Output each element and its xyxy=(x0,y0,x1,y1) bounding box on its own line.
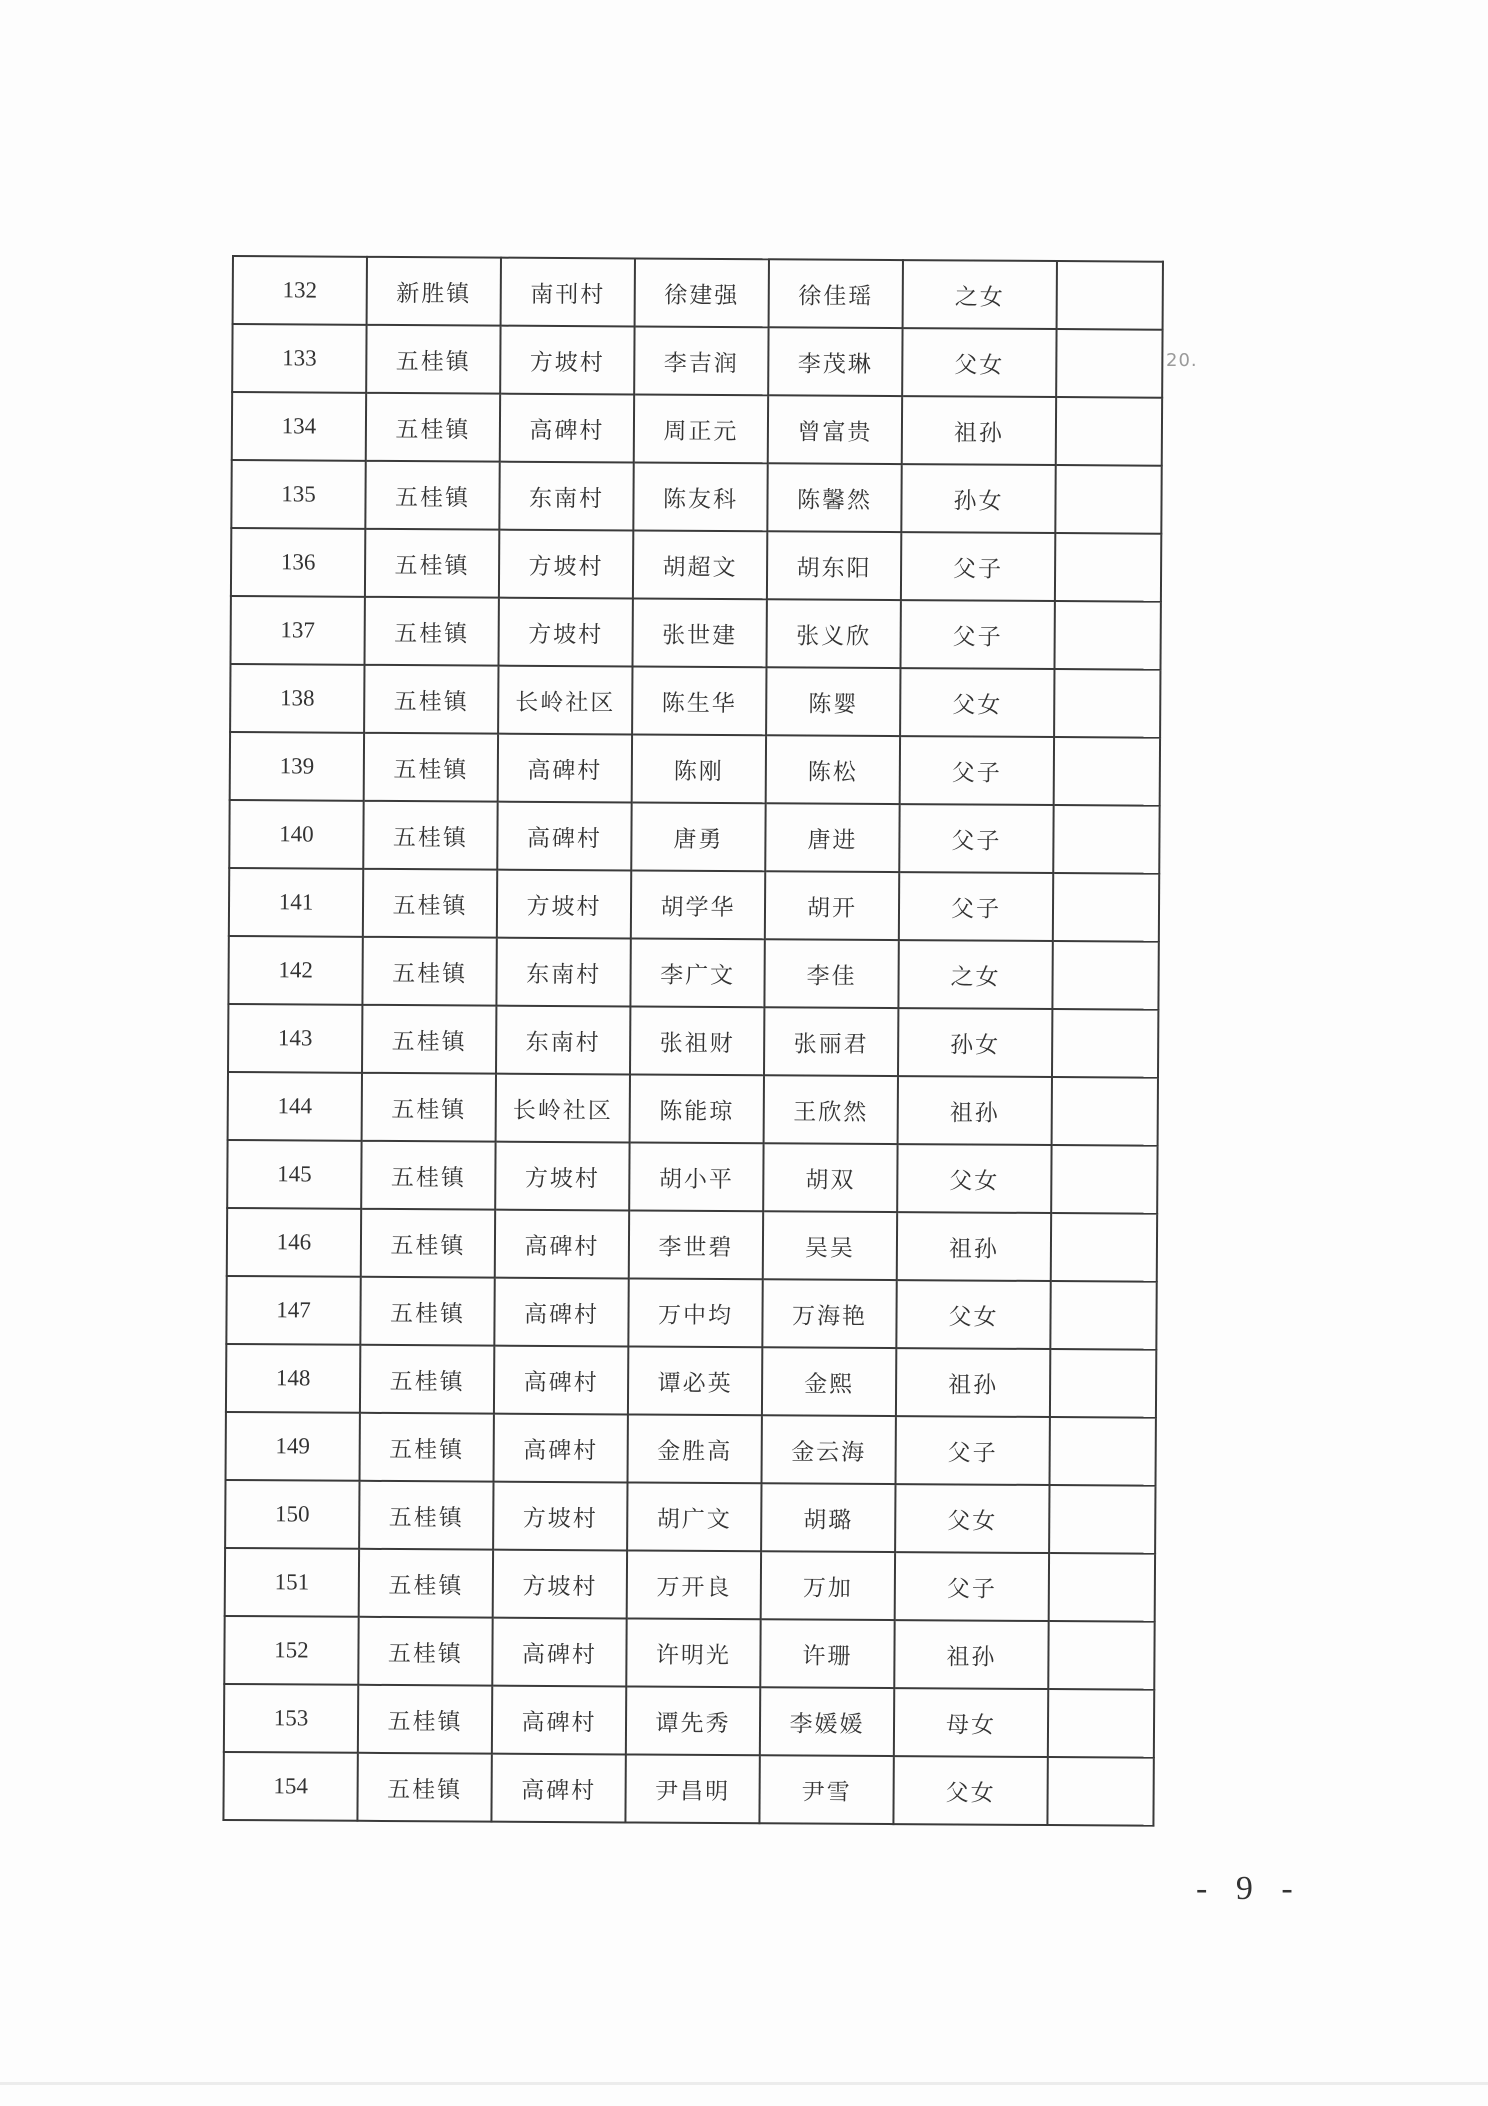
cell-note xyxy=(1049,1553,1155,1622)
cell-number: 147 xyxy=(226,1276,360,1345)
cell-village: 东南村 xyxy=(496,1006,630,1075)
cell-village: 高碑村 xyxy=(494,1346,628,1415)
table-row xyxy=(225,1548,1155,1622)
table-row xyxy=(232,324,1162,398)
cell-town: 五桂镇 xyxy=(357,1753,491,1822)
cell-village: 高碑村 xyxy=(500,394,634,463)
cell-village: 高碑村 xyxy=(491,1754,625,1823)
table-row xyxy=(233,256,1163,330)
cell-child-name: 万海艳 xyxy=(762,1279,896,1348)
cell-relation: 父女 xyxy=(897,1144,1051,1213)
cell-relation: 父女 xyxy=(895,1484,1049,1553)
cell-name: 李世碧 xyxy=(629,1210,763,1279)
roster-table-body xyxy=(223,256,1163,1826)
cell-name: 周正元 xyxy=(634,394,768,463)
table-row xyxy=(227,1208,1157,1282)
cell-town: 五桂镇 xyxy=(359,1549,493,1618)
cell-town: 新胜镇 xyxy=(367,257,501,326)
table-row xyxy=(224,1684,1154,1758)
cell-child-name: 胡开 xyxy=(765,871,899,940)
cell-village: 南刊村 xyxy=(501,258,635,327)
cell-town: 五桂镇 xyxy=(364,665,498,734)
cell-note xyxy=(1050,1281,1156,1350)
cell-name: 李广文 xyxy=(630,938,764,1007)
cell-note xyxy=(1054,737,1160,806)
cell-name: 谭必英 xyxy=(628,1346,762,1415)
cell-village: 方坡村 xyxy=(493,1550,627,1619)
cell-relation: 祖孙 xyxy=(898,1076,1052,1145)
cell-child-name: 陈婴 xyxy=(766,667,900,736)
cell-town: 五桂镇 xyxy=(366,393,500,462)
cell-relation: 祖孙 xyxy=(896,1348,1050,1417)
cell-note xyxy=(1047,1757,1153,1826)
cell-child-name: 金熙 xyxy=(762,1347,896,1416)
cell-village: 方坡村 xyxy=(497,870,631,939)
cell-note xyxy=(1048,1689,1154,1758)
cell-village: 长岭社区 xyxy=(498,666,632,735)
cell-town: 五桂镇 xyxy=(360,1413,494,1482)
cell-child-name: 万加 xyxy=(761,1551,895,1620)
cell-town: 五桂镇 xyxy=(360,1345,494,1414)
cell-note xyxy=(1055,533,1161,602)
cell-child-name: 胡璐 xyxy=(761,1483,895,1552)
cell-number: 143 xyxy=(228,1004,362,1073)
cell-relation: 父子 xyxy=(901,532,1055,601)
table-row xyxy=(231,528,1161,602)
cell-note xyxy=(1056,329,1162,398)
cell-relation: 父子 xyxy=(899,872,1053,941)
cell-village: 东南村 xyxy=(496,938,630,1007)
cell-number: 149 xyxy=(226,1412,360,1481)
cell-number: 136 xyxy=(231,528,365,597)
table-row xyxy=(226,1412,1156,1486)
cell-relation: 父女 xyxy=(896,1280,1050,1349)
cell-village: 方坡村 xyxy=(495,1142,629,1211)
cell-name: 胡超文 xyxy=(633,530,767,599)
cell-village: 高碑村 xyxy=(492,1618,626,1687)
cell-village: 东南村 xyxy=(499,462,633,531)
cell-name: 张世建 xyxy=(632,598,766,667)
table-row xyxy=(227,1140,1157,1214)
table-row xyxy=(228,1004,1158,1078)
cell-note xyxy=(1052,1077,1158,1146)
cell-number: 150 xyxy=(225,1480,359,1549)
cell-number: 132 xyxy=(233,256,367,325)
cell-number: 146 xyxy=(227,1208,361,1277)
cell-note xyxy=(1050,1417,1156,1486)
cell-number: 145 xyxy=(227,1140,361,1209)
table-row xyxy=(228,936,1158,1010)
cell-child-name: 李茂琳 xyxy=(768,327,902,396)
table-row xyxy=(230,732,1160,806)
cell-relation: 父子 xyxy=(899,804,1053,873)
cell-name: 陈生华 xyxy=(632,666,766,735)
cell-note xyxy=(1057,261,1163,330)
cell-village: 方坡村 xyxy=(499,530,633,599)
cell-child-name: 吴吴 xyxy=(763,1211,897,1280)
cell-relation: 母女 xyxy=(894,1688,1048,1757)
cell-relation: 孙女 xyxy=(898,1008,1052,1077)
table-row xyxy=(229,800,1159,874)
cell-village: 高碑村 xyxy=(495,1210,629,1279)
cell-relation: 父女 xyxy=(893,1756,1047,1825)
cell-child-name: 唐进 xyxy=(765,803,899,872)
cell-relation: 父子 xyxy=(900,736,1054,805)
cell-name: 张祖财 xyxy=(630,1006,764,1075)
table-row xyxy=(224,1616,1154,1690)
cell-child-name: 胡双 xyxy=(763,1143,897,1212)
cell-town: 五桂镇 xyxy=(365,461,499,530)
cell-child-name: 陈馨然 xyxy=(767,463,901,532)
cell-village: 方坡村 xyxy=(500,326,634,395)
cell-note xyxy=(1054,669,1160,738)
cell-name: 万中均 xyxy=(628,1278,762,1347)
cell-name: 徐建强 xyxy=(635,258,769,327)
cell-number: 154 xyxy=(223,1752,357,1821)
cell-town: 五桂镇 xyxy=(363,801,497,870)
cell-name: 谭先秀 xyxy=(626,1686,760,1755)
cell-relation: 之女 xyxy=(903,260,1057,329)
table-row xyxy=(230,664,1160,738)
cell-number: 134 xyxy=(232,392,366,461)
cell-child-name: 李媛媛 xyxy=(760,1687,894,1756)
cell-town: 五桂镇 xyxy=(362,1073,496,1142)
cell-town: 五桂镇 xyxy=(365,529,499,598)
cell-village: 高碑村 xyxy=(492,1686,626,1755)
table-row xyxy=(228,1072,1158,1146)
cell-town: 五桂镇 xyxy=(363,869,497,938)
cell-name: 陈友科 xyxy=(633,462,767,531)
cell-town: 五桂镇 xyxy=(364,733,498,802)
cell-town: 五桂镇 xyxy=(359,1481,493,1550)
cell-child-name: 曾富贵 xyxy=(768,395,902,464)
table-row xyxy=(231,596,1161,670)
cell-relation: 父子 xyxy=(900,600,1054,669)
cell-relation: 父子 xyxy=(895,1552,1049,1621)
cell-village: 长岭社区 xyxy=(496,1074,630,1143)
cell-town: 五桂镇 xyxy=(366,325,500,394)
cell-relation: 之女 xyxy=(898,940,1052,1009)
cell-child-name: 张丽君 xyxy=(764,1007,898,1076)
table-row xyxy=(229,868,1159,942)
cell-child-name: 金云海 xyxy=(762,1415,896,1484)
cell-number: 152 xyxy=(224,1616,358,1685)
cell-note xyxy=(1052,1009,1158,1078)
cell-village: 高碑村 xyxy=(498,734,632,803)
cell-name: 陈刚 xyxy=(632,734,766,803)
cell-number: 144 xyxy=(228,1072,362,1141)
cell-number: 151 xyxy=(225,1548,359,1617)
scan-edge-line xyxy=(0,2082,1488,2085)
cell-village: 方坡村 xyxy=(498,598,632,667)
page-number: - 9 - xyxy=(1196,1870,1303,1907)
cell-town: 五桂镇 xyxy=(364,597,498,666)
cell-town: 五桂镇 xyxy=(362,937,496,1006)
cell-village: 高碑村 xyxy=(494,1278,628,1347)
cell-relation: 父女 xyxy=(902,328,1056,397)
table-row xyxy=(223,1752,1153,1826)
table-row xyxy=(225,1480,1155,1554)
cell-number: 141 xyxy=(229,868,363,937)
roster-table xyxy=(222,255,1164,1827)
cell-number: 153 xyxy=(224,1684,358,1753)
cell-note xyxy=(1048,1621,1154,1690)
cell-relation: 祖孙 xyxy=(902,396,1056,465)
cell-town: 五桂镇 xyxy=(358,1617,492,1686)
cell-child-name: 王欣然 xyxy=(764,1075,898,1144)
cell-note xyxy=(1049,1485,1155,1554)
cell-village: 高碑村 xyxy=(497,802,631,871)
cell-name: 许明光 xyxy=(626,1618,760,1687)
cell-name: 万开良 xyxy=(627,1550,761,1619)
cell-name: 胡广文 xyxy=(627,1482,761,1551)
cell-village: 方坡村 xyxy=(493,1482,627,1551)
cell-name: 胡学华 xyxy=(631,870,765,939)
cell-note xyxy=(1056,397,1162,466)
margin-mark: 20. xyxy=(1166,350,1198,371)
cell-note xyxy=(1053,873,1159,942)
cell-name: 尹昌明 xyxy=(625,1754,759,1823)
cell-town: 五桂镇 xyxy=(358,1685,492,1754)
cell-village: 高碑村 xyxy=(494,1414,628,1483)
cell-number: 148 xyxy=(226,1344,360,1413)
table-row xyxy=(232,392,1162,466)
cell-child-name: 徐佳瑶 xyxy=(769,259,903,328)
cell-number: 139 xyxy=(230,732,364,801)
cell-name: 胡小平 xyxy=(629,1142,763,1211)
cell-note xyxy=(1053,805,1159,874)
cell-relation: 祖孙 xyxy=(894,1620,1048,1689)
cell-note xyxy=(1055,465,1161,534)
cell-name: 金胜高 xyxy=(628,1414,762,1483)
cell-note xyxy=(1050,1349,1156,1418)
cell-number: 135 xyxy=(231,460,365,529)
cell-relation: 父子 xyxy=(896,1416,1050,1485)
cell-note xyxy=(1051,1145,1157,1214)
cell-note xyxy=(1051,1213,1157,1282)
roster-table-wrapper xyxy=(222,255,1162,1827)
cell-relation: 父女 xyxy=(900,668,1054,737)
cell-child-name: 张义欣 xyxy=(766,599,900,668)
cell-relation: 孙女 xyxy=(901,464,1055,533)
cell-town: 五桂镇 xyxy=(360,1277,494,1346)
cell-relation: 祖孙 xyxy=(897,1212,1051,1281)
cell-number: 138 xyxy=(230,664,364,733)
cell-note xyxy=(1054,601,1160,670)
cell-child-name: 陈松 xyxy=(766,735,900,804)
cell-name: 唐勇 xyxy=(631,802,765,871)
cell-child-name: 胡东阳 xyxy=(767,531,901,600)
cell-child-name: 尹雪 xyxy=(759,1755,893,1824)
table-row xyxy=(226,1276,1156,1350)
cell-town: 五桂镇 xyxy=(362,1005,496,1074)
table-row xyxy=(231,460,1161,534)
cell-name: 陈能琼 xyxy=(630,1074,764,1143)
cell-number: 137 xyxy=(231,596,365,665)
cell-number: 142 xyxy=(228,936,362,1005)
cell-town: 五桂镇 xyxy=(361,1141,495,1210)
cell-child-name: 许珊 xyxy=(760,1619,894,1688)
cell-name: 李吉润 xyxy=(634,326,768,395)
table-row xyxy=(226,1344,1156,1418)
cell-number: 133 xyxy=(232,324,366,393)
cell-note xyxy=(1052,941,1158,1010)
cell-number: 140 xyxy=(229,800,363,869)
cell-child-name: 李佳 xyxy=(764,939,898,1008)
cell-town: 五桂镇 xyxy=(361,1209,495,1278)
